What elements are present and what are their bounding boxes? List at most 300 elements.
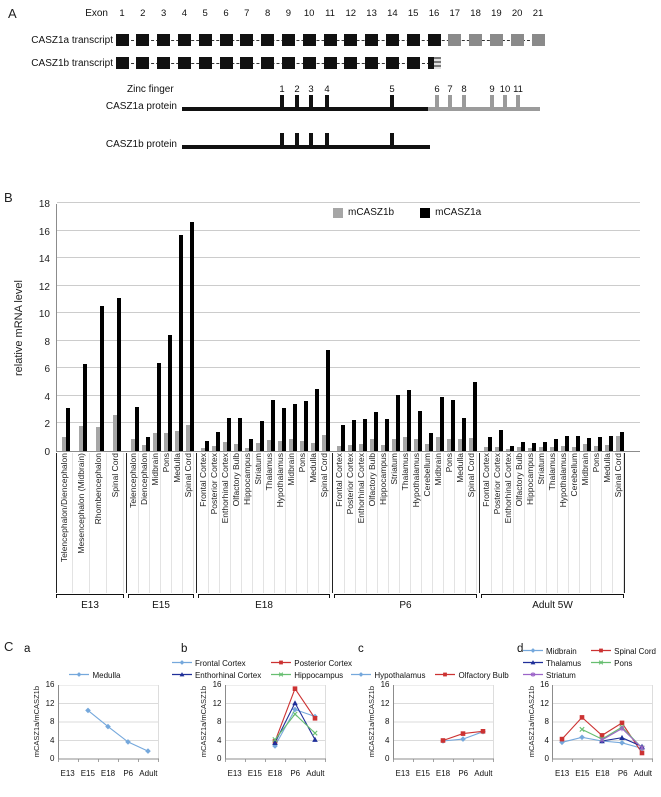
bar-mcasz1a bbox=[462, 418, 466, 451]
panel-b-bar-chart bbox=[0, 188, 661, 632]
zinc-finger-tick bbox=[295, 95, 299, 107]
mini-plot-col bbox=[225, 685, 326, 778]
line-chart-c bbox=[354, 637, 509, 778]
category-label-cell bbox=[422, 453, 433, 593]
category-label-cell bbox=[444, 453, 455, 593]
casz1a-protein-label: CASZ1a protein bbox=[105, 101, 177, 112]
group-bracket bbox=[128, 594, 194, 611]
category-label: Posterior Cortex bbox=[209, 453, 220, 515]
category-label: Medulla bbox=[172, 453, 183, 483]
category-label: Spinal Cord bbox=[466, 453, 477, 498]
category-label: Thalamus bbox=[264, 453, 275, 491]
category-label-cell bbox=[613, 453, 624, 593]
category-label-cell bbox=[455, 453, 466, 593]
x-tick-label: P6 bbox=[290, 769, 301, 778]
bar-pair bbox=[91, 306, 108, 451]
bar-mcasz1a bbox=[576, 436, 580, 451]
bar-pair bbox=[232, 418, 243, 451]
y-tick-label: 8 bbox=[544, 717, 549, 726]
bar-mcasz1a bbox=[83, 364, 87, 451]
zinc-finger-label: Zinc finger bbox=[127, 84, 174, 95]
group-divider bbox=[196, 453, 197, 593]
bar-pair bbox=[467, 382, 478, 451]
diamond-marker bbox=[145, 748, 151, 754]
triangle-marker bbox=[312, 737, 318, 742]
category-label: Hippocampus bbox=[378, 453, 389, 505]
category-label: Olfactory Bulb bbox=[514, 453, 525, 507]
category-label: Hypothalamus bbox=[275, 453, 286, 508]
bar-mcasz1a bbox=[499, 430, 503, 451]
mini-chart-row bbox=[177, 680, 347, 778]
exon-box-casz1a bbox=[324, 34, 337, 46]
category-label-group bbox=[56, 453, 124, 593]
exon-box-casz1a bbox=[303, 34, 316, 46]
exon-box-casz1a bbox=[261, 34, 274, 46]
legend-item bbox=[523, 658, 581, 669]
zinc-finger-number: 6 bbox=[434, 84, 440, 95]
gridline bbox=[57, 202, 640, 203]
mini-plot-col bbox=[552, 685, 653, 778]
exon-number: 5 bbox=[202, 8, 208, 19]
category-label-cell bbox=[264, 453, 275, 593]
exon-box-casz1a bbox=[448, 34, 461, 46]
group-bracket bbox=[198, 594, 330, 611]
sub-panel-label: b bbox=[181, 643, 188, 655]
bar-mcasz1a bbox=[554, 439, 558, 451]
exon-number: 4 bbox=[181, 8, 188, 19]
square-marker bbox=[620, 721, 625, 726]
square-marker bbox=[444, 673, 448, 677]
category-label: Striatum bbox=[536, 453, 547, 485]
line-chart-b bbox=[177, 637, 353, 778]
exon-number: 17 bbox=[449, 8, 461, 19]
triangle-marker bbox=[619, 735, 625, 740]
group-bracket-line bbox=[481, 594, 624, 598]
bar-mcasz1a bbox=[190, 222, 194, 451]
category-label-cell bbox=[492, 453, 503, 593]
bar-mcasz1a bbox=[227, 418, 231, 451]
exon-number: 2 bbox=[140, 8, 146, 19]
bar-pair bbox=[346, 420, 357, 451]
legend-item bbox=[591, 646, 656, 657]
bar-pair bbox=[254, 421, 265, 451]
category-label-cell bbox=[367, 453, 378, 593]
mini-y-title-wrap bbox=[367, 685, 378, 759]
mini-y-title-wrap bbox=[199, 685, 210, 759]
exon-box-casz1b bbox=[261, 57, 274, 69]
legend-swatch bbox=[420, 208, 430, 218]
mini-y-ticks bbox=[537, 680, 552, 763]
bar-mcasz1a bbox=[326, 350, 330, 451]
mini-y-ticks bbox=[43, 680, 58, 763]
category-label-cell bbox=[90, 453, 107, 593]
category-label-group bbox=[334, 453, 477, 593]
category-label-cell bbox=[400, 453, 411, 593]
chart-header bbox=[513, 637, 661, 685]
category-label: Hippocampus bbox=[242, 453, 253, 505]
group-bracket bbox=[334, 594, 477, 611]
bar-mcasz1a bbox=[510, 446, 514, 452]
bar-pair bbox=[504, 446, 515, 452]
casz1a-protein-line-black bbox=[182, 107, 428, 111]
casz1b-transcript-label: CASZ1b transcript bbox=[31, 58, 113, 69]
category-label: Spinal Cord bbox=[183, 453, 194, 498]
y-tick-label: 4 bbox=[217, 735, 222, 745]
bar-pair bbox=[368, 412, 379, 451]
category-label: Hippocampus bbox=[525, 453, 536, 505]
x-tick-label: E13 bbox=[554, 769, 570, 778]
category-label: Telencephalon/Diencephalon bbox=[59, 453, 70, 563]
x-tick-label: P6 bbox=[123, 769, 134, 778]
legend-label: Striatum bbox=[546, 671, 576, 680]
triangle-marker bbox=[292, 700, 298, 705]
y-tick-label: 16 bbox=[38, 226, 50, 238]
bar-pair bbox=[423, 433, 434, 451]
x-tick-label: E13 bbox=[395, 769, 410, 778]
legend-label: Enthorhinal Cortex bbox=[194, 671, 262, 680]
bar-group-E13 bbox=[57, 298, 125, 451]
zinc-finger-tick bbox=[503, 95, 507, 107]
x-marker bbox=[580, 727, 584, 731]
exon-number: 15 bbox=[407, 8, 419, 19]
category-label: Spinal Cord bbox=[613, 453, 624, 498]
bar-mcasz1a bbox=[205, 441, 209, 451]
bar-mcasz1a bbox=[473, 382, 477, 451]
legend-item bbox=[435, 670, 508, 681]
exon-box-casz1a bbox=[469, 34, 482, 46]
bar-pair bbox=[592, 437, 603, 452]
bar-group-Adult 5W bbox=[482, 430, 625, 451]
exon-box-casz1b bbox=[428, 57, 441, 69]
exon-box-casz1b bbox=[199, 57, 212, 69]
y-tick-label: 8 bbox=[50, 717, 55, 726]
mini-x-labels bbox=[225, 769, 326, 778]
bar-mcasz1a bbox=[216, 432, 220, 451]
square-marker bbox=[560, 737, 565, 742]
category-label: Striatum bbox=[253, 453, 264, 485]
legend-label: Hippocampus bbox=[294, 671, 344, 680]
mini-plot-wrap bbox=[58, 685, 159, 768]
exon-box-casz1a bbox=[490, 34, 503, 46]
bar-pair bbox=[298, 401, 309, 451]
b-y-axis-title-wrap bbox=[10, 204, 28, 452]
bar-mcasz1a bbox=[440, 397, 444, 451]
category-label: Pons bbox=[591, 453, 602, 473]
category-label-cell bbox=[547, 453, 558, 593]
category-label-cell bbox=[411, 453, 422, 593]
bar-pair bbox=[129, 407, 140, 451]
square-marker bbox=[312, 716, 317, 721]
panel-b-label: B bbox=[4, 190, 13, 205]
legend-item bbox=[271, 658, 352, 669]
bar-mcasz1a bbox=[598, 437, 602, 452]
b-chart-main bbox=[56, 204, 646, 620]
series-line bbox=[275, 689, 315, 742]
bar-pair bbox=[379, 419, 390, 451]
category-label: Medulla bbox=[308, 453, 319, 483]
square-marker bbox=[480, 729, 485, 734]
category-label-cell bbox=[209, 453, 220, 593]
group-label: E13 bbox=[81, 600, 99, 611]
y-tick-label: 4 bbox=[50, 735, 55, 745]
exon-box-casz1b bbox=[220, 57, 233, 69]
bar-pair bbox=[581, 438, 592, 451]
y-tick-label: 4 bbox=[385, 735, 390, 745]
bar-mcasz1a bbox=[429, 433, 433, 451]
bar-mcasz1a bbox=[260, 421, 264, 451]
bar-mcasz1a bbox=[168, 335, 172, 451]
bar-group-E15 bbox=[129, 222, 195, 451]
mini-chart-row bbox=[20, 680, 170, 778]
zinc-finger-number: 10 bbox=[499, 84, 511, 95]
bar-pair bbox=[445, 400, 456, 451]
x-tick-label: E18 bbox=[267, 769, 283, 778]
exon-number: 18 bbox=[470, 8, 481, 19]
category-label: Diencephalon bbox=[139, 453, 150, 505]
mini-plot bbox=[225, 685, 326, 763]
category-label-cell bbox=[128, 453, 139, 593]
series-line bbox=[582, 727, 642, 748]
y-tick-label: 0 bbox=[44, 447, 50, 458]
bar-mcasz1a bbox=[543, 442, 547, 451]
diamond-marker bbox=[77, 672, 82, 677]
exon-box-casz1b bbox=[178, 57, 191, 69]
legend-label: Spinal Cord bbox=[614, 647, 656, 656]
zinc-finger-number: 5 bbox=[389, 84, 395, 95]
bar-mcasz1a bbox=[488, 437, 492, 451]
casz1a-transcript-label: CASZ1a transcript bbox=[31, 35, 113, 46]
bar-mcasz1a bbox=[587, 438, 591, 451]
bar-pair bbox=[559, 436, 570, 451]
category-label: Mesencephalon (Midbrain) bbox=[76, 453, 87, 554]
mini-x-labels bbox=[393, 769, 494, 778]
category-label-cell bbox=[73, 453, 90, 593]
exon-box-casz1b bbox=[240, 57, 253, 69]
bar-mcasz1a bbox=[293, 404, 297, 451]
b-legend bbox=[333, 207, 481, 218]
bar-pair bbox=[243, 439, 254, 451]
exon-number: 8 bbox=[264, 8, 271, 19]
bar-pair bbox=[140, 437, 151, 451]
bar-pair bbox=[515, 442, 526, 451]
group-label: E15 bbox=[152, 600, 170, 611]
category-label-cell bbox=[308, 453, 319, 593]
x-tick-label: Adult bbox=[474, 769, 493, 778]
category-label: Posterior Cortex bbox=[492, 453, 503, 515]
zinc-finger-tick bbox=[435, 95, 439, 107]
legend-swatch bbox=[333, 208, 343, 218]
exon-box-casz1a bbox=[511, 34, 524, 46]
category-label-group bbox=[128, 453, 194, 593]
group-label: E18 bbox=[255, 600, 273, 611]
exon-box-casz1a bbox=[199, 34, 212, 46]
bar-pair bbox=[434, 397, 445, 451]
y-tick-label: 6 bbox=[44, 364, 50, 376]
category-label: Enthorhinal Cortex bbox=[356, 453, 367, 524]
y-tick-label: 0 bbox=[50, 754, 55, 763]
y-tick-label: 8 bbox=[385, 717, 390, 726]
legend-glyph bbox=[69, 670, 89, 681]
exon-box-casz1b bbox=[344, 57, 357, 69]
mini-y-axis-title: mCASZ1a/mCASZ1b bbox=[199, 686, 209, 758]
series-line bbox=[88, 710, 148, 751]
line-chart-blocks bbox=[20, 637, 661, 778]
bar-mcasz1a bbox=[396, 395, 400, 452]
y-tick-label: 4 bbox=[544, 735, 549, 745]
category-label: Medulla bbox=[455, 453, 466, 483]
exon-box-casz1a bbox=[116, 34, 129, 46]
category-label-cell bbox=[183, 453, 194, 593]
exon-box-casz1a bbox=[240, 34, 253, 46]
bar-pair bbox=[401, 390, 412, 451]
exon-number: 21 bbox=[532, 8, 544, 19]
legend-glyph bbox=[523, 646, 543, 657]
category-label-cell bbox=[466, 453, 477, 593]
bar-pair bbox=[287, 404, 298, 451]
x-tick-label: E15 bbox=[247, 769, 262, 778]
bar-pair bbox=[390, 395, 401, 452]
zinc-finger-tick bbox=[280, 95, 284, 107]
legend-glyph bbox=[172, 670, 192, 681]
zinc-finger-number: 2 bbox=[294, 84, 300, 95]
bar-mcasz1a bbox=[238, 418, 242, 451]
exon-number: 20 bbox=[511, 8, 523, 19]
bar-pair bbox=[151, 363, 162, 451]
legend-glyph bbox=[435, 670, 455, 681]
bar-pair bbox=[456, 418, 467, 451]
chart-header bbox=[177, 637, 353, 685]
legend-item bbox=[333, 207, 394, 218]
sub-panel-label: a bbox=[24, 643, 31, 655]
mini-plot-wrap bbox=[393, 685, 494, 768]
mini-plot-wrap bbox=[225, 685, 326, 768]
b-y-axis-ticks bbox=[28, 199, 56, 458]
category-label-cell bbox=[514, 453, 525, 593]
bar-pair bbox=[614, 432, 625, 451]
category-label: Enthorhinal Cortex bbox=[220, 453, 231, 524]
y-tick-label: 16 bbox=[212, 680, 222, 689]
y-tick-label: 14 bbox=[38, 254, 50, 266]
bar-mcasz1a bbox=[100, 306, 104, 451]
legend-label: Pons bbox=[614, 659, 633, 668]
category-label: Telencephalon bbox=[128, 453, 139, 508]
category-label: Hypothalamus bbox=[411, 453, 422, 508]
y-tick-label: 12 bbox=[380, 698, 390, 708]
mini-legend bbox=[69, 670, 120, 681]
square-marker bbox=[580, 715, 585, 720]
mini-y-title-wrap bbox=[526, 685, 537, 759]
mini-y-ticks bbox=[378, 680, 393, 763]
legend-label: Frontal Cortex bbox=[194, 659, 246, 668]
bar-pair bbox=[570, 436, 581, 451]
mini-chart-row bbox=[513, 680, 661, 778]
bar-mcasz1a bbox=[249, 439, 253, 451]
b-category-labels bbox=[56, 453, 646, 593]
category-label: Olfactory Bulb bbox=[367, 453, 378, 507]
legend-item bbox=[172, 658, 261, 669]
group-label: Adult 5W bbox=[532, 600, 573, 611]
mini-plot-col bbox=[58, 685, 159, 778]
casz1b-protein-label: CASZ1b protein bbox=[105, 139, 177, 150]
y-tick-label: 0 bbox=[217, 754, 222, 763]
category-label-cell bbox=[503, 453, 514, 593]
category-label: Midbrain bbox=[580, 453, 591, 486]
zinc-finger-tick bbox=[390, 133, 394, 145]
category-label-cell bbox=[536, 453, 547, 593]
category-label: Pons bbox=[297, 453, 308, 473]
bar-mcasz1a bbox=[304, 401, 308, 451]
y-tick-label: 0 bbox=[544, 754, 549, 763]
group-bracket-line bbox=[334, 594, 477, 598]
bar-mcasz1a bbox=[341, 425, 345, 451]
group-bracket-line bbox=[198, 594, 330, 598]
zinc-finger-number: 3 bbox=[308, 84, 314, 95]
b-y-axis-title: relative mRNA level bbox=[12, 280, 25, 376]
category-label-cell bbox=[356, 453, 367, 593]
bar-mcasz1a bbox=[66, 408, 70, 451]
zinc-finger-number: 7 bbox=[447, 84, 453, 95]
category-label-cell bbox=[242, 453, 253, 593]
exon-box-casz1a bbox=[386, 34, 399, 46]
bar-mcasz1a bbox=[315, 389, 319, 451]
category-label: Frontal Cortex bbox=[334, 453, 345, 507]
panel-a-label: A bbox=[8, 6, 17, 21]
group-bracket bbox=[481, 594, 624, 611]
square-marker bbox=[292, 686, 297, 691]
mini-y-axis-title: mCASZ1a/mCASZ1b bbox=[526, 686, 536, 758]
category-label-cell bbox=[558, 453, 569, 593]
mini-plot bbox=[552, 685, 653, 763]
category-label-cell bbox=[389, 453, 400, 593]
exon-number: 10 bbox=[303, 8, 315, 19]
group-divider bbox=[479, 453, 480, 593]
category-label: Thalamus bbox=[400, 453, 411, 491]
legend-label: mCASZ1b bbox=[348, 207, 395, 218]
diamond-marker bbox=[579, 735, 585, 741]
mini-y-title-wrap bbox=[32, 685, 43, 759]
category-label-cell bbox=[602, 453, 613, 593]
exon-box-casz1b bbox=[365, 57, 378, 69]
gene-structure-diagram bbox=[0, 0, 661, 186]
x-tick-label: P6 bbox=[458, 769, 469, 778]
group-bracket-line bbox=[56, 594, 124, 598]
exon-box-casz1a bbox=[282, 34, 295, 46]
exon-box-casz1b bbox=[282, 57, 295, 69]
exon-box-casz1a bbox=[344, 34, 357, 46]
category-label: Cerebellum bbox=[422, 453, 433, 497]
category-label-cell bbox=[161, 453, 172, 593]
group-divider bbox=[126, 453, 127, 593]
bar-pair bbox=[74, 364, 91, 451]
category-label-cell bbox=[433, 453, 444, 593]
panel-c-line-charts bbox=[0, 633, 661, 797]
zinc-finger-tick bbox=[325, 95, 329, 107]
exon-box-casz1b bbox=[407, 57, 420, 69]
x-tick-label: E15 bbox=[415, 769, 430, 778]
sub-panel-label: d bbox=[517, 643, 524, 655]
exon-box-casz1b bbox=[386, 57, 399, 69]
bar-pair bbox=[412, 411, 423, 451]
bar-pair bbox=[276, 408, 287, 451]
legend-glyph bbox=[271, 670, 291, 681]
chart-header bbox=[354, 637, 509, 685]
x-tick-label: Adult bbox=[139, 769, 158, 778]
x-tick-label: E18 bbox=[595, 769, 610, 778]
y-tick-label: 8 bbox=[217, 717, 222, 726]
bar-mcasz1a bbox=[157, 363, 161, 451]
mini-x-labels bbox=[58, 769, 159, 778]
group-bracket-line bbox=[128, 594, 194, 598]
